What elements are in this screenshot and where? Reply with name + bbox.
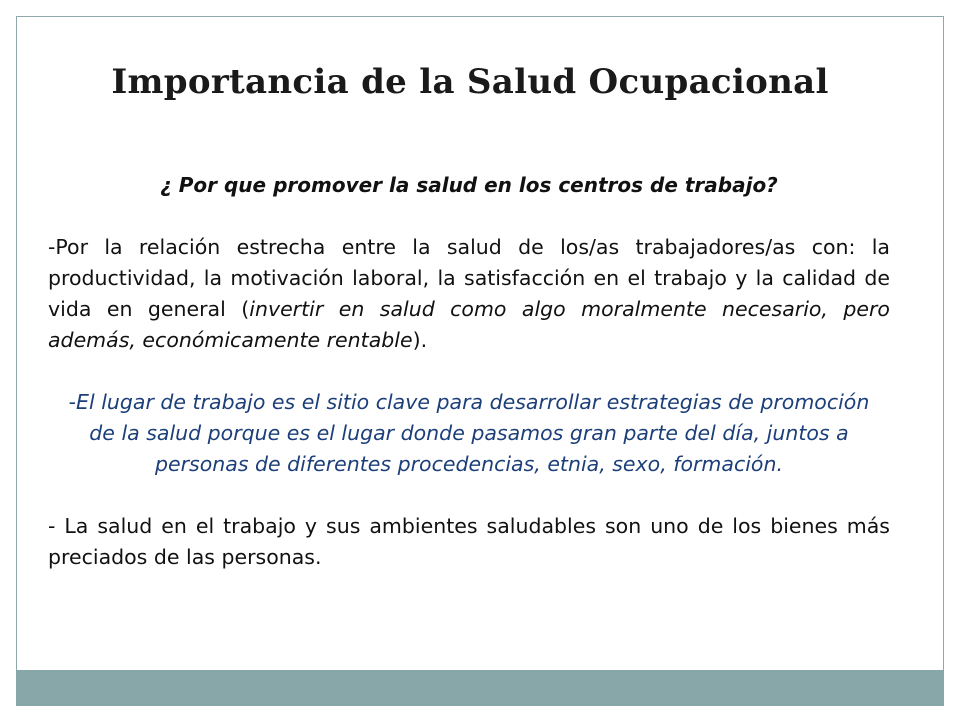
slide-title: Importancia de la Salud Ocupacional (111, 62, 829, 102)
paragraph-productivity-end: ). (412, 328, 428, 352)
paragraph-workplace-dash: - (68, 390, 77, 414)
paragraph-workplace (48, 387, 890, 480)
slide-content (48, 170, 890, 573)
footer-bar (16, 670, 944, 706)
paragraph-productivity-italic: invertir en salud como algo moralmente necesario, pero además, económicamente rentable (48, 297, 890, 352)
paragraph-productivity (48, 232, 890, 356)
paragraph-productivity-text: -Por la relación estrecha entre la salud de los/as trabajadores/as con: la productividad, la motivación laboral, la satisfacción en el trabajo y la calidad de vida en general ( (48, 235, 890, 321)
paragraph-workplace-text: El lugar de trabajo es el sitio clave para desarrollar estrategias de promoción de la salud porque es el lugar donde pasamos gran parte del día, juntos a personas de diferentes procedencias, etnia, sexo, formación. (76, 390, 870, 476)
paragraph-health-value: - La salud en el trabajo y sus ambientes saludables son uno de los bienes más preciados de las personas. (48, 514, 890, 569)
question-heading: ¿ Por que promover la salud en los centros de trabajo? (160, 173, 778, 197)
